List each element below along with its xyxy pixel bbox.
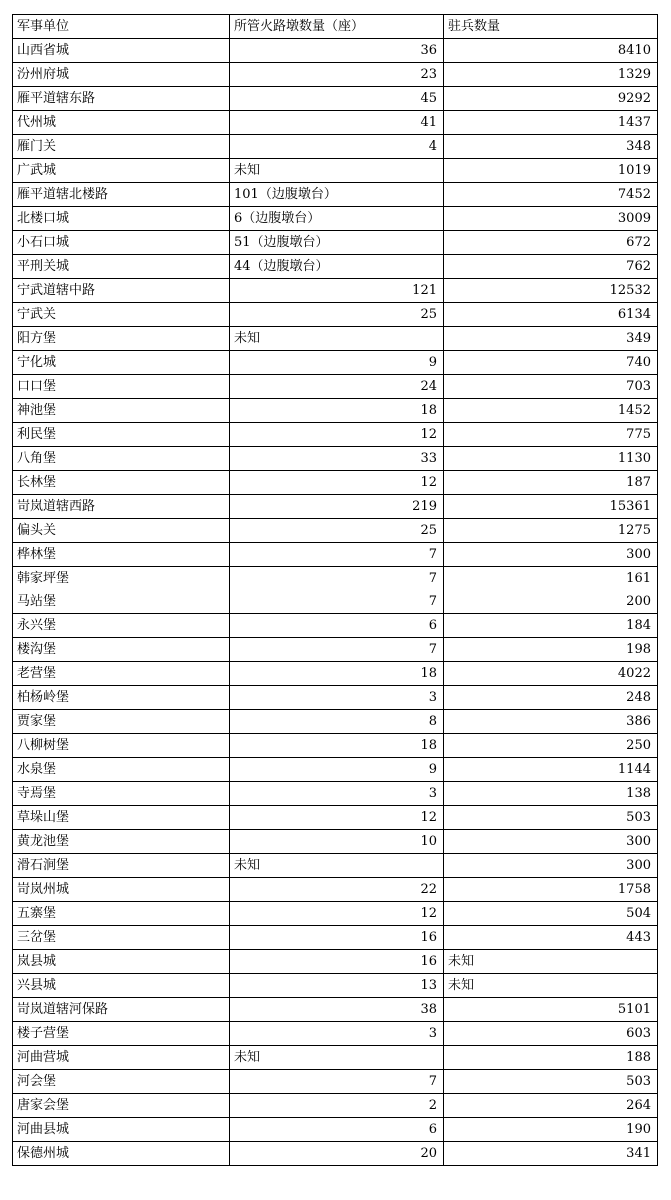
table-row xyxy=(13,734,658,758)
cell-unit: 唐家会堡 xyxy=(13,1094,230,1118)
table-row xyxy=(13,279,658,303)
cell-beacon-count: 6（边腹墩台） xyxy=(230,207,444,231)
cell-unit: 长林堡 xyxy=(13,471,230,495)
table-row xyxy=(13,87,658,111)
cell-troop-count: 184 xyxy=(444,614,658,638)
cell-unit: 宁化城 xyxy=(13,351,230,375)
table-row xyxy=(13,39,658,63)
table-row xyxy=(13,519,658,543)
cell-unit: 永兴堡 xyxy=(13,614,230,638)
cell-troop-count: 8410 xyxy=(444,39,658,63)
cell-beacon-count: 4 xyxy=(230,135,444,159)
table-row xyxy=(13,159,658,183)
cell-beacon-count: 3 xyxy=(230,782,444,806)
cell-troop-count: 161 xyxy=(444,567,658,591)
cell-unit: 宁武道辖中路 xyxy=(13,279,230,303)
cell-beacon-count: 7 xyxy=(230,1070,444,1094)
cell-beacon-count: 219 xyxy=(230,495,444,519)
cell-unit: 广武城 xyxy=(13,159,230,183)
table-row xyxy=(13,686,658,710)
cell-unit: 利民堡 xyxy=(13,423,230,447)
cell-troop-count: 138 xyxy=(444,782,658,806)
cell-unit: 口口堡 xyxy=(13,375,230,399)
cell-unit: 河会堡 xyxy=(13,1070,230,1094)
table-row xyxy=(13,950,658,974)
cell-troop-count: 248 xyxy=(444,686,658,710)
cell-beacon-count: 101（边腹墩台） xyxy=(230,183,444,207)
cell-troop-count: 1329 xyxy=(444,63,658,87)
table-row xyxy=(13,1142,658,1166)
cell-troop-count: 503 xyxy=(444,1070,658,1094)
cell-unit: 岢岚道辖河保路 xyxy=(13,998,230,1022)
cell-troop-count: 1758 xyxy=(444,878,658,902)
cell-troop-count: 187 xyxy=(444,471,658,495)
table-row xyxy=(13,231,658,255)
cell-troop-count: 1019 xyxy=(444,159,658,183)
cell-troop-count: 264 xyxy=(444,1094,658,1118)
cell-beacon-count: 未知 xyxy=(230,854,444,878)
table-row xyxy=(13,135,658,159)
cell-beacon-count: 未知 xyxy=(230,327,444,351)
garrison-table-container xyxy=(12,14,657,1166)
table-row xyxy=(13,423,658,447)
cell-beacon-count: 7 xyxy=(230,543,444,567)
cell-beacon-count: 20 xyxy=(230,1142,444,1166)
table-row xyxy=(13,471,658,495)
cell-unit: 岢岚州城 xyxy=(13,878,230,902)
cell-unit: 马站堡 xyxy=(13,590,230,614)
cell-troop-count: 341 xyxy=(444,1142,658,1166)
cell-beacon-count: 121 xyxy=(230,279,444,303)
table-row xyxy=(13,1118,658,1142)
cell-unit: 八角堡 xyxy=(13,447,230,471)
cell-unit: 滑石涧堡 xyxy=(13,854,230,878)
cell-troop-count: 未知 xyxy=(444,974,658,998)
cell-troop-count: 未知 xyxy=(444,950,658,974)
table-row xyxy=(13,447,658,471)
cell-troop-count: 300 xyxy=(444,543,658,567)
cell-beacon-count: 16 xyxy=(230,926,444,950)
table-row xyxy=(13,63,658,87)
cell-troop-count: 762 xyxy=(444,255,658,279)
cell-troop-count: 190 xyxy=(444,1118,658,1142)
cell-troop-count: 504 xyxy=(444,902,658,926)
header-troop-count: 驻兵数量 xyxy=(444,15,658,39)
cell-troop-count: 703 xyxy=(444,375,658,399)
cell-unit: 平刑关城 xyxy=(13,255,230,279)
cell-unit: 五寨堡 xyxy=(13,902,230,926)
cell-unit: 汾州府城 xyxy=(13,63,230,87)
cell-beacon-count: 未知 xyxy=(230,159,444,183)
cell-troop-count: 12532 xyxy=(444,279,658,303)
table-row xyxy=(13,399,658,423)
cell-unit: 小石口城 xyxy=(13,231,230,255)
table-row xyxy=(13,567,658,591)
cell-troop-count: 349 xyxy=(444,327,658,351)
cell-unit: 桦林堡 xyxy=(13,543,230,567)
cell-unit: 柏杨岭堡 xyxy=(13,686,230,710)
cell-unit: 宁武关 xyxy=(13,303,230,327)
cell-troop-count: 603 xyxy=(444,1022,658,1046)
cell-unit: 兴县城 xyxy=(13,974,230,998)
garrison-table xyxy=(12,14,658,1166)
cell-unit: 雁门关 xyxy=(13,135,230,159)
table-row xyxy=(13,255,658,279)
cell-beacon-count: 16 xyxy=(230,950,444,974)
cell-troop-count: 1144 xyxy=(444,758,658,782)
cell-troop-count: 740 xyxy=(444,351,658,375)
cell-beacon-count: 24 xyxy=(230,375,444,399)
cell-beacon-count: 18 xyxy=(230,662,444,686)
cell-unit: 草垛山堡 xyxy=(13,806,230,830)
table-row xyxy=(13,782,658,806)
table-row xyxy=(13,902,658,926)
cell-beacon-count: 6 xyxy=(230,1118,444,1142)
cell-beacon-count: 25 xyxy=(230,519,444,543)
cell-beacon-count: 23 xyxy=(230,63,444,87)
cell-troop-count: 672 xyxy=(444,231,658,255)
cell-beacon-count: 36 xyxy=(230,39,444,63)
table-row xyxy=(13,327,658,351)
cell-unit: 雁平道辖东路 xyxy=(13,87,230,111)
cell-beacon-count: 44（边腹墩台） xyxy=(230,255,444,279)
header-beacon-count: 所管火路墩数量（座） xyxy=(230,15,444,39)
table-row xyxy=(13,662,658,686)
cell-troop-count: 348 xyxy=(444,135,658,159)
cell-beacon-count: 12 xyxy=(230,471,444,495)
cell-unit: 楼子营堡 xyxy=(13,1022,230,1046)
table-row xyxy=(13,806,658,830)
cell-troop-count: 200 xyxy=(444,590,658,614)
cell-beacon-count: 38 xyxy=(230,998,444,1022)
cell-unit: 保德州城 xyxy=(13,1142,230,1166)
table-row xyxy=(13,758,658,782)
cell-beacon-count: 9 xyxy=(230,351,444,375)
table-row xyxy=(13,183,658,207)
cell-unit: 寺焉堡 xyxy=(13,782,230,806)
table-row xyxy=(13,111,658,135)
cell-troop-count: 300 xyxy=(444,854,658,878)
table-row xyxy=(13,303,658,327)
cell-beacon-count: 33 xyxy=(230,447,444,471)
cell-troop-count: 5101 xyxy=(444,998,658,1022)
cell-unit: 水泉堡 xyxy=(13,758,230,782)
table-row xyxy=(13,1046,658,1070)
table-header-row xyxy=(13,15,658,39)
cell-unit: 北楼口城 xyxy=(13,207,230,231)
table-row xyxy=(13,710,658,734)
cell-troop-count: 1452 xyxy=(444,399,658,423)
table-row xyxy=(13,543,658,567)
cell-unit: 河曲营城 xyxy=(13,1046,230,1070)
cell-unit: 神池堡 xyxy=(13,399,230,423)
cell-troop-count: 300 xyxy=(444,830,658,854)
cell-beacon-count: 12 xyxy=(230,423,444,447)
cell-beacon-count: 未知 xyxy=(230,1046,444,1070)
table-row xyxy=(13,878,658,902)
cell-unit: 老营堡 xyxy=(13,662,230,686)
cell-troop-count: 6134 xyxy=(444,303,658,327)
table-row xyxy=(13,638,658,662)
table-row xyxy=(13,590,658,614)
cell-beacon-count: 7 xyxy=(230,567,444,591)
table-row xyxy=(13,830,658,854)
table-row xyxy=(13,207,658,231)
cell-troop-count: 386 xyxy=(444,710,658,734)
table-body xyxy=(13,39,658,1166)
cell-beacon-count: 3 xyxy=(230,686,444,710)
cell-beacon-count: 13 xyxy=(230,974,444,998)
cell-unit: 偏头关 xyxy=(13,519,230,543)
table-row xyxy=(13,974,658,998)
cell-beacon-count: 8 xyxy=(230,710,444,734)
table-row xyxy=(13,926,658,950)
cell-beacon-count: 10 xyxy=(230,830,444,854)
cell-beacon-count: 7 xyxy=(230,590,444,614)
cell-beacon-count: 9 xyxy=(230,758,444,782)
cell-unit: 楼沟堡 xyxy=(13,638,230,662)
cell-troop-count: 1275 xyxy=(444,519,658,543)
cell-beacon-count: 2 xyxy=(230,1094,444,1118)
cell-troop-count: 3009 xyxy=(444,207,658,231)
cell-troop-count: 7452 xyxy=(444,183,658,207)
cell-beacon-count: 7 xyxy=(230,638,444,662)
cell-beacon-count: 12 xyxy=(230,806,444,830)
cell-beacon-count: 18 xyxy=(230,734,444,758)
cell-troop-count: 503 xyxy=(444,806,658,830)
cell-unit: 贾家堡 xyxy=(13,710,230,734)
cell-unit: 岚县城 xyxy=(13,950,230,974)
cell-troop-count: 250 xyxy=(444,734,658,758)
cell-beacon-count: 45 xyxy=(230,87,444,111)
cell-beacon-count: 25 xyxy=(230,303,444,327)
cell-troop-count: 775 xyxy=(444,423,658,447)
header-unit: 军事单位 xyxy=(13,15,230,39)
cell-unit: 河曲县城 xyxy=(13,1118,230,1142)
table-row xyxy=(13,351,658,375)
cell-unit: 三岔堡 xyxy=(13,926,230,950)
table-row xyxy=(13,614,658,638)
table-row xyxy=(13,998,658,1022)
cell-troop-count: 4022 xyxy=(444,662,658,686)
cell-beacon-count: 3 xyxy=(230,1022,444,1046)
cell-beacon-count: 51（边腹墩台） xyxy=(230,231,444,255)
cell-beacon-count: 6 xyxy=(230,614,444,638)
cell-unit: 岢岚道辖西路 xyxy=(13,495,230,519)
cell-beacon-count: 18 xyxy=(230,399,444,423)
cell-unit: 八柳树堡 xyxy=(13,734,230,758)
cell-beacon-count: 22 xyxy=(230,878,444,902)
table-row xyxy=(13,375,658,399)
cell-unit: 阳方堡 xyxy=(13,327,230,351)
table-row xyxy=(13,1094,658,1118)
cell-troop-count: 1130 xyxy=(444,447,658,471)
cell-unit: 黄龙池堡 xyxy=(13,830,230,854)
cell-troop-count: 9292 xyxy=(444,87,658,111)
cell-unit: 代州城 xyxy=(13,111,230,135)
table-row xyxy=(13,1070,658,1094)
cell-beacon-count: 41 xyxy=(230,111,444,135)
cell-troop-count: 443 xyxy=(444,926,658,950)
table-row xyxy=(13,495,658,519)
table-row xyxy=(13,854,658,878)
table-row xyxy=(13,1022,658,1046)
cell-troop-count: 198 xyxy=(444,638,658,662)
cell-unit: 韩家坪堡 xyxy=(13,567,230,591)
cell-beacon-count: 12 xyxy=(230,902,444,926)
cell-troop-count: 188 xyxy=(444,1046,658,1070)
cell-unit: 雁平道辖北楼路 xyxy=(13,183,230,207)
cell-troop-count: 1437 xyxy=(444,111,658,135)
cell-troop-count: 15361 xyxy=(444,495,658,519)
cell-unit: 山西省城 xyxy=(13,39,230,63)
